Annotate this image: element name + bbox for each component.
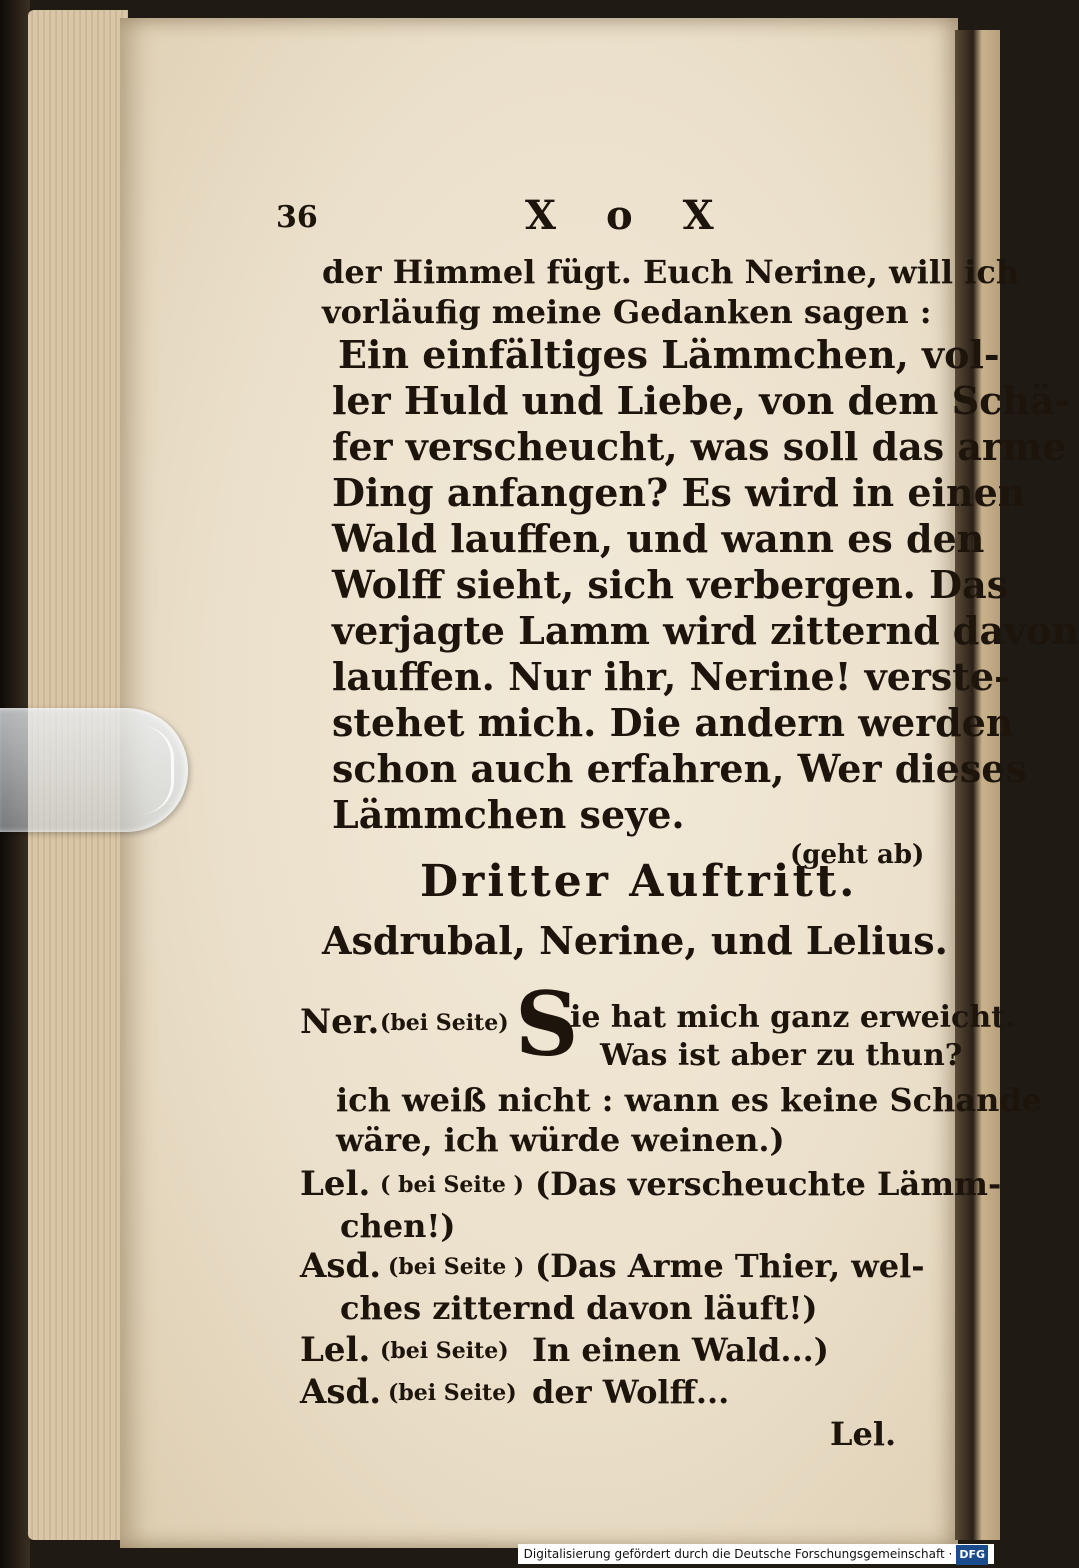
dialogue-line: wäre, ich würde weinen.) bbox=[336, 1121, 785, 1159]
stage-direction-exit: (geht ab) bbox=[790, 840, 925, 870]
scene-title: Dritter Auftritt. bbox=[420, 856, 858, 907]
dialogue-line: In einen Wald...) bbox=[532, 1331, 829, 1369]
stage-direction: (bei Seite) bbox=[388, 1380, 517, 1406]
digitization-credit bbox=[518, 1544, 994, 1564]
paragraph-line: ler Huld und Liebe, von dem Schä- bbox=[332, 378, 1071, 423]
paragraph-line: Wald lauffen, und wann es den bbox=[332, 516, 985, 561]
text-line: der Himmel fügt. Euch Nerine, will ich bbox=[322, 253, 1020, 291]
paragraph-line: fer verscheucht, was soll das arme bbox=[332, 424, 1067, 469]
stage-direction: ( bei Seite ) bbox=[380, 1172, 524, 1198]
credit-text: Digitalisierung gefördert durch die Deutsche Forschungsgemeinschaft · bbox=[523, 1547, 953, 1561]
speaker-name: Lel. bbox=[300, 1330, 371, 1370]
drop-capital: S bbox=[515, 972, 579, 1076]
catchword: Lel. bbox=[830, 1415, 897, 1453]
dialogue-line: Was ist aber zu thun? bbox=[600, 1038, 963, 1073]
dialogue-line: ches zitternd davon läuft!) bbox=[340, 1289, 818, 1327]
stage-direction: (bei Seite) bbox=[380, 1010, 509, 1036]
speaker-name: Asd. bbox=[300, 1372, 382, 1412]
dialogue-line: ie hat mich ganz erweicht. bbox=[570, 1000, 1016, 1035]
paragraph-line: lauffen. Nur ihr, Nerine! verste- bbox=[332, 654, 1010, 699]
paragraph-line: Ein einfältiges Lämmchen, vol- bbox=[338, 332, 1000, 377]
speaker-name: Asd. bbox=[300, 1246, 382, 1286]
scene-characters: Asdrubal, Nerine, und Lelius. bbox=[322, 918, 948, 963]
dialogue-line: ich weiß nicht : wann es keine Schande bbox=[336, 1081, 1043, 1119]
paragraph-line: schon auch erfahren, Wer dieses bbox=[332, 746, 1027, 791]
dfg-logo: DFG bbox=[956, 1545, 988, 1565]
paragraph-line: Wolff sieht, sich verbergen. Das bbox=[332, 562, 1009, 607]
speaker-name: Ner. bbox=[300, 1002, 380, 1042]
speaker-name: Lel. bbox=[300, 1164, 371, 1204]
paragraph-line: stehet mich. Die andern werden bbox=[332, 700, 1014, 745]
page-number: 36 bbox=[276, 200, 318, 235]
dialogue-line: chen!) bbox=[340, 1207, 456, 1245]
text-line: vorläufig meine Gedanken sagen : bbox=[322, 293, 932, 331]
paragraph-line: verjagte Lamm wird zitternd davon bbox=[332, 608, 1079, 653]
stage-direction: (bei Seite) bbox=[380, 1338, 509, 1364]
paragraph-line: Ding anfangen? Es wird in einen bbox=[332, 470, 1026, 515]
page-holder-clip bbox=[0, 708, 188, 832]
dialogue-line: (Das verscheuchte Lämm- bbox=[535, 1165, 1002, 1203]
dialogue-line: der Wolff... bbox=[532, 1373, 730, 1411]
paragraph-line: Lämmchen seye. bbox=[332, 792, 685, 837]
running-head-ornament: X o X bbox=[525, 192, 732, 239]
dialogue-line: (Das Arme Thier, wel- bbox=[535, 1247, 925, 1285]
stage-direction: (bei Seite ) bbox=[388, 1254, 525, 1280]
